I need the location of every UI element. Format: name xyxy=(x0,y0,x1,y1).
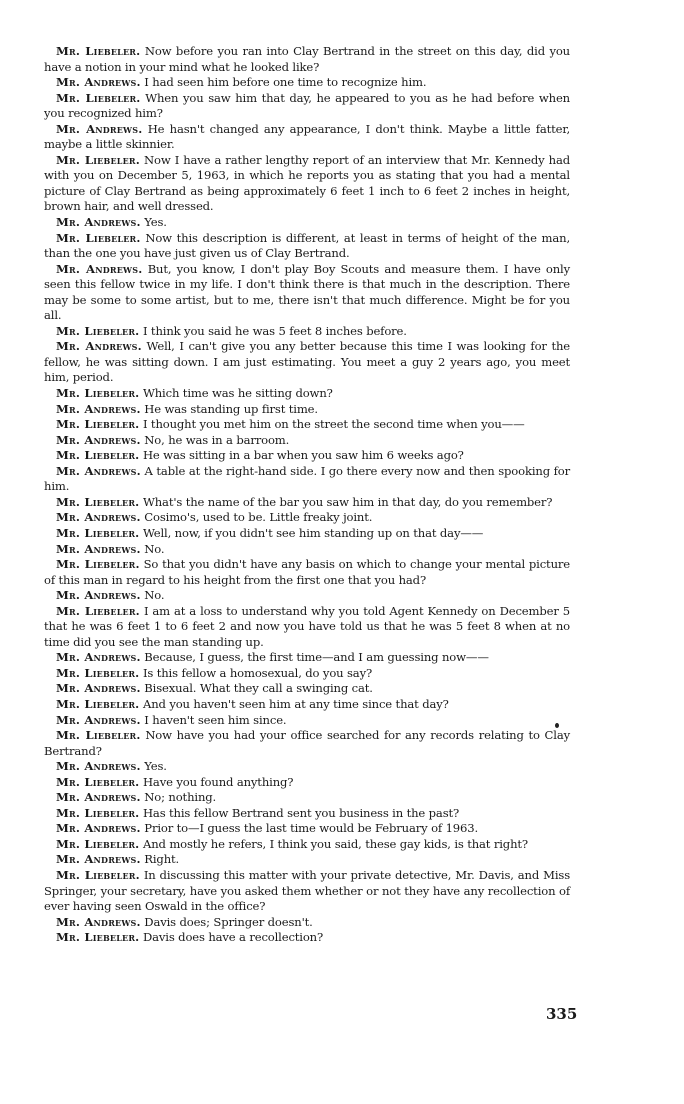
speaker-label: Mr. Liebeler. xyxy=(56,696,140,711)
speaker-label: Mr. Andrews. xyxy=(56,759,141,774)
speech-text: Well, I can't give you any better because this time I was looking for the fellow, he was sitting down. I am just estimating. You meet a guy 2 years ago, you meet him, period. xyxy=(44,339,570,385)
speaker-label: Mr. Liebeler. xyxy=(56,44,141,58)
transcript-paragraph xyxy=(44,837,570,853)
speaker-label: Mr. Andrews. xyxy=(56,121,143,136)
speaker-label: Mr. Liebeler. xyxy=(56,557,140,572)
speech-text: Bisexual. What they call a swinging cat. xyxy=(144,681,373,696)
transcript-paragraph xyxy=(44,324,570,340)
transcript-paragraph xyxy=(44,604,570,651)
transcript-paragraph xyxy=(44,91,570,122)
transcript-paragraph xyxy=(44,666,570,682)
speaker-label: Mr. Andrews. xyxy=(56,339,142,354)
speech-text: What's the name of the bar you saw him in that day, do you remember? xyxy=(142,494,553,509)
speech-text: I am at a loss to understand why you told Agent Kennedy on December 5 that he was 6 feet 1 to 6 feet 2 and now you have told us that he was 5 feet 8 when at no time did you see the man standing up. xyxy=(44,603,570,649)
speaker-label: Mr. Liebeler. xyxy=(56,448,140,463)
transcript-paragraph xyxy=(44,542,570,558)
ink-speck xyxy=(555,723,559,728)
speaker-label: Mr. Liebeler. xyxy=(56,665,140,680)
transcript-paragraph xyxy=(44,868,570,915)
transcript-paragraph xyxy=(44,526,570,542)
speech-text: I haven't seen him since. xyxy=(144,712,287,727)
transcript-paragraph xyxy=(44,464,570,495)
transcript-paragraph xyxy=(44,930,570,946)
transcript-paragraph xyxy=(44,417,570,433)
speech-text: A table at the right-hand side. I go there every now and then spooking for him. xyxy=(44,463,570,494)
speaker-label: Mr. Andrews. xyxy=(56,852,141,867)
transcript-paragraph xyxy=(44,75,570,91)
transcript-paragraph xyxy=(44,821,570,837)
speaker-label: Mr. Liebeler. xyxy=(56,386,140,401)
speaker-label: Mr. Liebeler. xyxy=(56,323,140,338)
transcript-paragraph xyxy=(44,728,570,759)
speech-text: Right. xyxy=(144,852,180,867)
speech-text: Now before you ran into Clay Bertrand in the street on this day, did you have a notion in your mind what he looked like? xyxy=(44,44,570,74)
speaker-label: Mr. Andrews. xyxy=(56,588,141,603)
speaker-label: Mr. Andrews. xyxy=(56,821,141,836)
speech-text: And mostly he refers, I think you said, these gay kids, is that right? xyxy=(142,836,528,851)
transcript-paragraph xyxy=(44,402,570,418)
speech-text: No; nothing. xyxy=(144,790,217,805)
speech-text: I think you said he was 5 feet 8 inches before. xyxy=(142,323,407,338)
speaker-label: Mr. Liebeler. xyxy=(56,417,140,432)
transcript-paragraph xyxy=(44,386,570,402)
speaker-label: Mr. Andrews. xyxy=(56,790,141,805)
speech-text: Now this description is different, at least in terms of height of the man, than the one you have just given us of Clay Bertrand. xyxy=(44,230,570,261)
speech-text: Davis does; Springer doesn't. xyxy=(144,914,313,929)
speech-text: Cosimo's, used to be. Little freaky joint. xyxy=(144,510,373,525)
transcript-paragraph xyxy=(44,806,570,822)
transcript-paragraph xyxy=(44,153,570,215)
speaker-label: Mr. Liebeler. xyxy=(56,152,140,167)
speaker-label: Mr. Andrews. xyxy=(56,712,141,727)
transcript-paragraph xyxy=(44,915,570,931)
speaker-label: Mr. Andrews. xyxy=(56,261,143,276)
speech-text: I thought you met him on the street the second time when you—— xyxy=(142,417,525,432)
speech-text: Yes. xyxy=(144,215,167,230)
speaker-label: Mr. Andrews. xyxy=(56,432,141,447)
speaker-label: Mr. Liebeler. xyxy=(56,525,140,540)
speech-text: But, you know, I don't play Boy Scouts and measure them. I have only seen this fellow twice in my life. I don't think there is that much in the description. There may be some to some artist, but to me, there isn't that much difference. Might be for you all. xyxy=(44,261,571,323)
transcript-paragraph xyxy=(44,759,570,775)
transcript-paragraph xyxy=(44,852,570,868)
transcript-paragraph xyxy=(44,790,570,806)
transcript-paragraph xyxy=(44,713,570,729)
speaker-label: Mr. Andrews. xyxy=(56,215,141,230)
transcript-paragraph xyxy=(44,231,570,262)
speaker-label: Mr. Andrews. xyxy=(56,510,141,525)
speech-text: Is this fellow a homosexual, do you say? xyxy=(142,665,373,680)
speech-text: He was sitting in a bar when you saw him 6 weeks ago? xyxy=(142,448,464,463)
speech-text: Well, now, if you didn't see him standing up on that day—— xyxy=(142,525,484,540)
transcript-paragraph xyxy=(44,681,570,697)
speaker-label: Mr. Liebeler. xyxy=(56,805,140,820)
transcript-paragraph xyxy=(44,697,570,713)
transcript-paragraph xyxy=(44,510,570,526)
transcript-paragraph xyxy=(44,433,570,449)
transcript-paragraph xyxy=(44,557,570,588)
page-number: 335 xyxy=(546,1005,578,1023)
speaker-label: Mr. Liebeler. xyxy=(56,230,141,245)
speech-text: He hasn't changed any appearance, I don't think. Maybe a little fatter, maybe a little skinnier. xyxy=(44,121,570,152)
speaker-label: Mr. Andrews. xyxy=(56,75,141,90)
speech-text: So that you didn't have any basis on which to change your mental picture of this man in regard to his height from the first one that you had? xyxy=(44,557,570,587)
speech-text: No, he was in a barroom. xyxy=(144,432,290,447)
speech-text: And you haven't seen him at any time since that day? xyxy=(142,696,449,711)
speech-text: Because, I guess, the first time—and I am guessing now—— xyxy=(144,650,489,665)
speaker-label: Mr. Andrews. xyxy=(56,401,141,416)
speaker-label: Mr. Andrews. xyxy=(56,541,141,556)
speaker-label: Mr. Andrews. xyxy=(56,463,141,478)
transcript-paragraph xyxy=(44,215,570,231)
speech-text: When you saw him that day, he appeared to you as he had before when you recognized him? xyxy=(44,90,570,121)
speaker-label: Mr. Liebeler. xyxy=(56,728,141,743)
speech-text: Has this fellow Bertrand sent you business in the past? xyxy=(142,805,460,820)
speaker-label: Mr. Liebeler. xyxy=(56,603,140,618)
transcript-paragraph xyxy=(44,650,570,666)
speech-text: Now I have a rather lengthy report of an interview that Mr. Kennedy had with you on December 5, 1963, in which he reports you as stating that you had a mental picture of Clay Bertrand as being approximately 6 feet 1 inch to 6 feet 2 inches in height, brown hair, and well dressed. xyxy=(44,152,570,214)
speaker-label: Mr. Liebeler. xyxy=(56,90,141,105)
speaker-label: Mr. Andrews. xyxy=(56,914,141,929)
transcript-paragraph xyxy=(44,588,570,604)
transcript-paragraph xyxy=(44,44,570,75)
speaker-label: Mr. Liebeler. xyxy=(56,494,140,509)
transcript-paragraph xyxy=(44,448,570,464)
speech-text: Now have you had your office searched for any records relating to Clay Bertrand? xyxy=(44,728,570,758)
speech-text: No. xyxy=(144,588,165,603)
transcript-paragraph xyxy=(44,495,570,511)
speaker-label: Mr. Liebeler. xyxy=(56,836,140,851)
speech-text: Davis does have a recollection? xyxy=(142,930,324,945)
transcript-page xyxy=(44,44,570,946)
transcript-paragraph xyxy=(44,262,570,324)
speaker-label: Mr. Liebeler. xyxy=(56,867,140,882)
speaker-label: Mr. Andrews. xyxy=(56,650,141,665)
transcript-paragraph xyxy=(44,339,570,386)
transcript-paragraph xyxy=(44,122,570,153)
speaker-label: Mr. Liebeler. xyxy=(56,774,140,789)
speech-text: He was standing up first time. xyxy=(144,401,318,416)
speaker-label: Mr. Andrews. xyxy=(56,681,141,696)
speech-text: I had seen him before one time to recognize him. xyxy=(144,75,427,90)
speech-text: No. xyxy=(144,541,165,556)
speech-text: Prior to—I guess the last time would be February of 1963. xyxy=(144,821,479,836)
speaker-label: Mr. Liebeler. xyxy=(56,930,140,945)
speech-text: Yes. xyxy=(144,759,167,774)
transcript-paragraph xyxy=(44,775,570,791)
speech-text: Have you found anything? xyxy=(142,774,294,789)
speech-text: Which time was he sitting down? xyxy=(142,386,333,401)
speech-text: In discussing this matter with your private detective, Mr. Davis, and Miss Springer, your secretary, have you asked them whether or not they have any recollection of ever having seen Oswald in the office? xyxy=(44,867,570,914)
